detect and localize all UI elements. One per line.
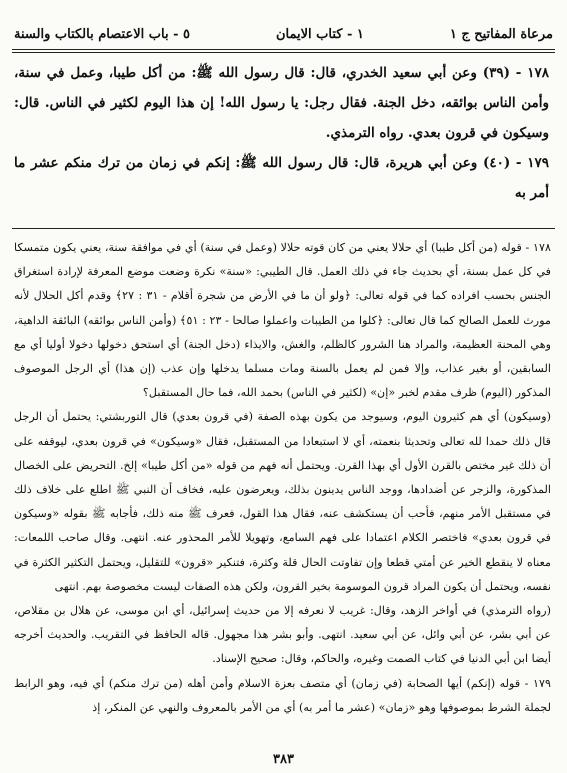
page-number: ٣٨٣ <box>273 752 294 767</box>
header-book-title: مرعاة المفاتيح ج ١ <box>449 26 553 42</box>
commentary-paragraph: ١٧٩ - قوله (إنكم) أيها الصحابة (في زمان) أي متصف بعزة الاسلام وأمن أهله (من ترك منكم) أي فيه، وهو الرابط لجملة الشرط بموصوفها وهو «زمان» (عشر ما أمر به) أي من الأمر بالمعروف والنهي عن المنكر، إذ <box>14 676 551 714</box>
hadith-179: ١٧٩ - (٤٠) وعن أبي هريرة، قال: قال رسول الله ﷺ: إنكم في زمان من ترك منكم عشر ما أمر به <box>14 155 549 201</box>
header-divider <box>12 49 555 50</box>
commentary-paragraph: (رواه الترمذي) في أواخر الزهد، وقال: غريب لا نعرفه إلا من حديث إسرائيل، أي ابن موسى، عن هلال بن مقلاص، عن أبي بشر، عن أبي وائل، عن أبي سعيد. انتهى. وأبو بشر هذا مجهول. قاله الحافظ في التقريب. والحديث أخرجه أيضا ابن أبي الدنيا في كتاب الصمت وغيره، والحاكم، وقال: صحيح الإسناد. <box>14 604 551 666</box>
header-divider-thin <box>12 52 555 53</box>
commentary-block <box>14 236 551 720</box>
header-section-title: ٥ - باب الاعتصام بالكتاب والسنة <box>14 26 190 42</box>
hadith-178: ١٧٨ - (٣٩) وعن أبي سعيد الخدري، قال: قال رسول الله ﷺ: من أكل طيبا، وعمل في سنة، وأمن الناس بوائقه، دخل الجنة. فقال رجل: يا رسول الله! إن هذا اليوم لكثير في الناس. قال: وسيكون في قرون بعدي. رواه الترمذي. <box>14 65 549 141</box>
commentary-paragraph: (وسيكون) أي هم كثيرون اليوم، وسيوجد من يكون بهذه الصفة (في قرون بعدي) قال التوربشتي: يحتمل أن الرجل قال ذلك حمدا لله تعالى وتحديثا بنعمته، أي لا استبعادا من المستقبل، فقال «وسيكون» في قرون بعدي، ليوقفه على أن ذلك غير مختص بالقرن الأول أي بهذا القرن. ويحتمل أنه فهم من قوله «من أكل طيبا» إلخ. التحريض على الخصال المذكورة، والزجر عن أضدادها، ووجد الناس يدينون بذلك، ويعرضون عليه، فخاف أن النبي ﷺ اطلع على خلاف ذلك في مستقبل الأمر منهم، فأحب أن يستكشف عنه، فقال هذا القول، فعرف ﷺ منه ذلك، فأجابه ﷺ بقوله «وسيكون في قرون بعدي» فاختصر الكلام اعتمادا على فهم السامع، وتهويلا للأمر المحذور عنه. انتهى. وقال صاحب اللمعات: معناه لا ينقطع الخير عن أمتي قطعا وإن تفاوتت الحال قلة وكثرة، فتنكير «قرون» للتقليل، ويحتمل التكثير الكثرة في نفسه، ويحتمل أن يكون المراد قرون الموسومة بخير القرون، ولكن هذه الصفات ليست مخصوصة بهم. انتهى <box>14 410 551 593</box>
commentary-divider <box>12 228 555 229</box>
header-chapter-title: ١ - كتاب الايمان <box>275 26 364 42</box>
running-header <box>14 22 553 46</box>
hadith-text-block <box>14 58 549 208</box>
commentary-paragraph: ١٧٨ - قوله (من أكل طيبا) أي حلالا يعني من كان قوته حلالا (وعمل في سنة) أي في موافقة سنة، يعني يكون متمسكا في كل عمل بسنة، أي بحديث جاء في ذلك العمل. قال الطيبي: «سنة» نكرة وضعت موضع المعرفة لإرادة استغراق الجنس بحسب افراده كما في قوله تعالى: ﴿ولو أن ما في الأرض من شجرة أقلام - ٣١ : ٢٧﴾ وقدم أكل الحلال لأنه مورث للعمل الصالح كما قال تعالى: ﴿كلوا من الطيبات واعملوا صالحا - ٢٣ : ٥١﴾ (وأمن الناس بوائقه) البائقة الداهية، وهي المحنة العظيمة، والمراد هنا الشرور كالظلم، والغش، والايذاء (دخل الجنة) أي استحق دخولها دخولا أوليا أي مع السابقين، أو بغير عذاب، وإلا فمن لم يعمل بالسنة ومات مسلما يدخلها وإن عذب (إن هذا) أي الرجل الموصوف المذكور (اليوم) ظرف مقدم لخبر «إن» (لكثير في الناس) بحمد الله، فما حال المستقبل؟ <box>14 241 551 400</box>
